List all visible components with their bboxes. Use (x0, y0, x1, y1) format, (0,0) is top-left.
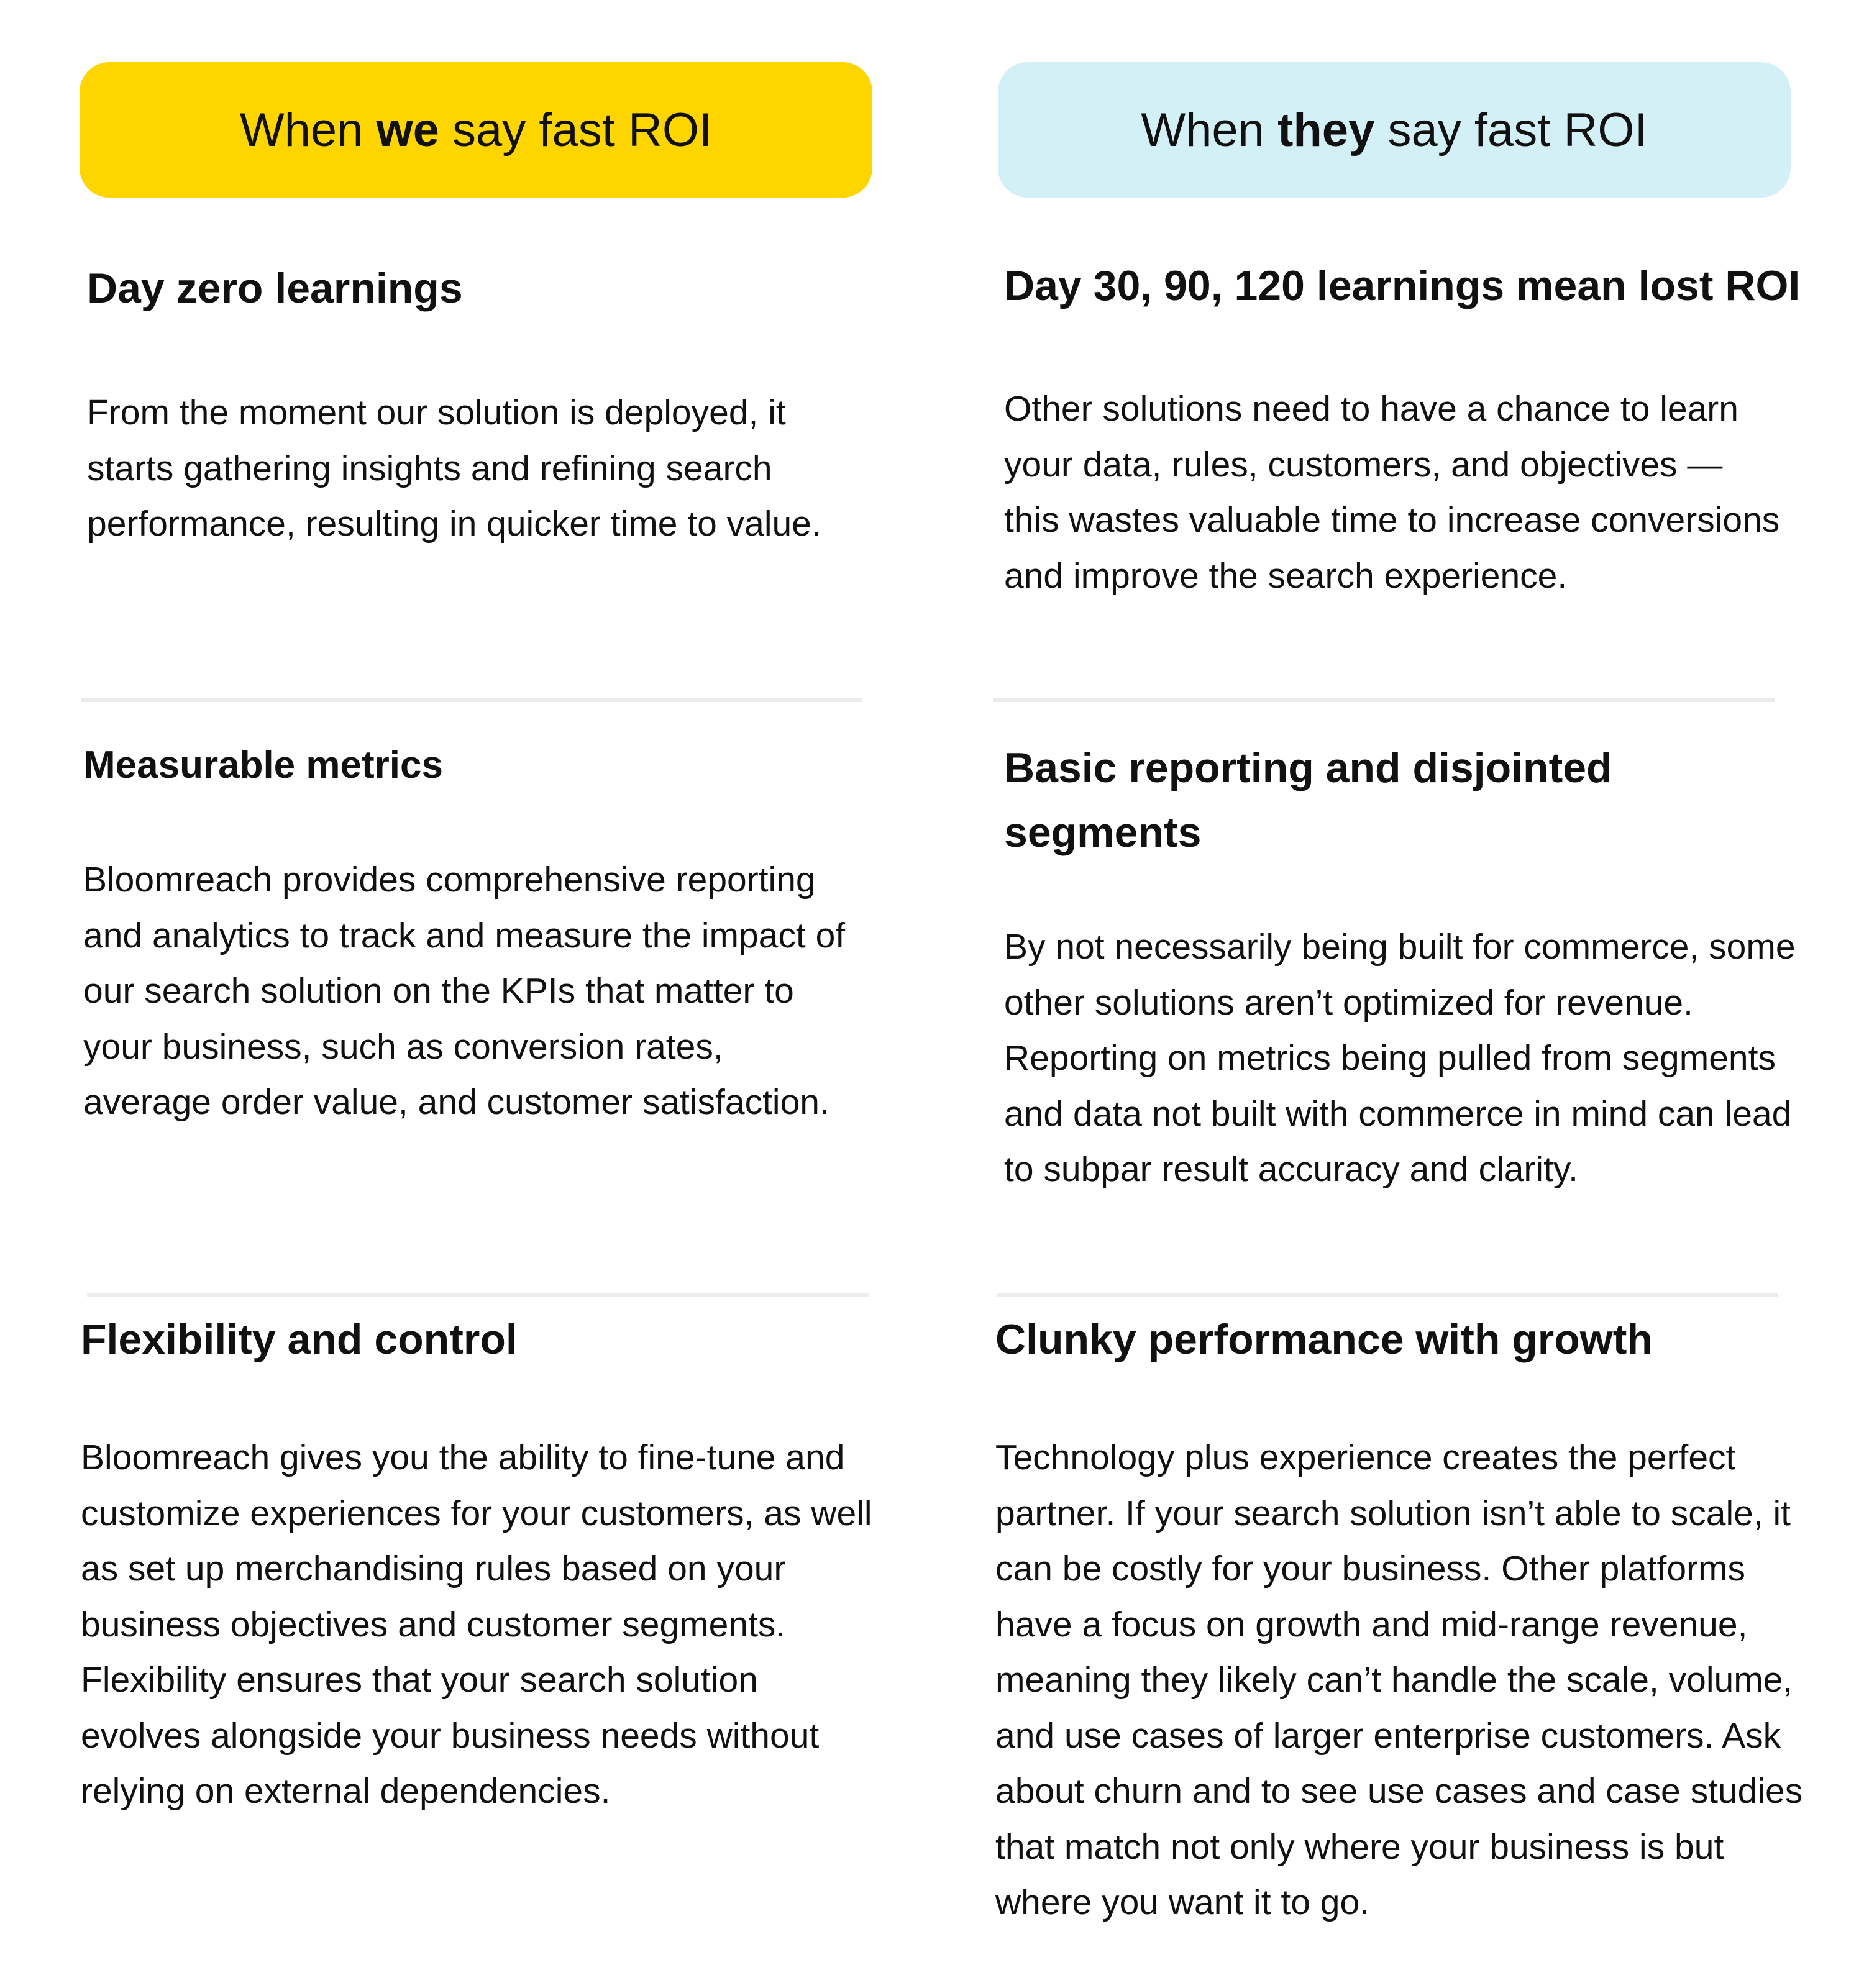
header-right-bold: they (1277, 103, 1375, 157)
right-section-3-title: Clunky performance with growth (995, 1316, 1653, 1363)
left-divider-1 (81, 698, 862, 702)
right-section-1-body: Other solutions need to have a chance to learn your data, rules, customers, and objectives — this wastes valuable time to increase conversions and improve the search experience. (1004, 389, 1780, 596)
left-section-1-title: Day zero learnings (87, 265, 463, 312)
left-divider-2 (87, 1293, 869, 1297)
right-divider-1 (993, 698, 1775, 702)
right-section-1-title: Day 30, 90, 120 learnings mean lost ROI (1004, 262, 1801, 309)
left-section-1-body: From the moment our solution is deployed, it starts gathering insights and refining search performance, resulting in quicker time to value. (87, 393, 821, 544)
left-section-3-body: Bloomreach gives you the ability to fine-tune and customize experiences for your customers, as well as set up merchandising rules based on your business objectives and customer segments. Flexibility ensures that your search solution evolves alongside your business needs without relying on external dependencies. (81, 1438, 872, 1811)
right-section-2-body: By not necessarily being built for commerce, some other solutions aren’t optimized for revenue. Reporting on metrics being pulled from segments and data not built with commerce in mind can lead to subpar result accuracy and clarity. (1004, 927, 1796, 1189)
header-left-post: say fast ROI (439, 103, 713, 157)
right-divider-2 (997, 1293, 1778, 1297)
header-right-pre: When (1141, 103, 1278, 157)
left-section-2-body: Bloomreach provides comprehensive reporting and analytics to track and measure the impact of our search solution on the KPIs that matter to your business, such as conversion rates, average order value, and customer satisfaction. (83, 860, 846, 1122)
left-section-2-title: Measurable metrics (83, 744, 443, 787)
header-right-post: say fast ROI (1374, 103, 1648, 157)
header-left-pre: When (239, 103, 377, 157)
header-left-bold: we (376, 103, 439, 157)
we-say-fast-roi-header (80, 62, 872, 198)
they-say-fast-roi-header (998, 62, 1791, 198)
left-section-3-title: Flexibility and control (81, 1316, 518, 1363)
right-section-3-body: Technology plus experience creates the perfect partner. If your search solution isn’t able to scale, it can be costly for your business. Other platforms have a focus on growth and mid-range revenue, meaning they likely can’t handle the scale, volume, and use cases of larger enterprise customers. Ask about churn and to see use cases and case studies that match not only where your business is but where you want it to go. (995, 1438, 1803, 1922)
right-section-2-title: Basic reporting and disjointed segments (1004, 744, 1612, 856)
